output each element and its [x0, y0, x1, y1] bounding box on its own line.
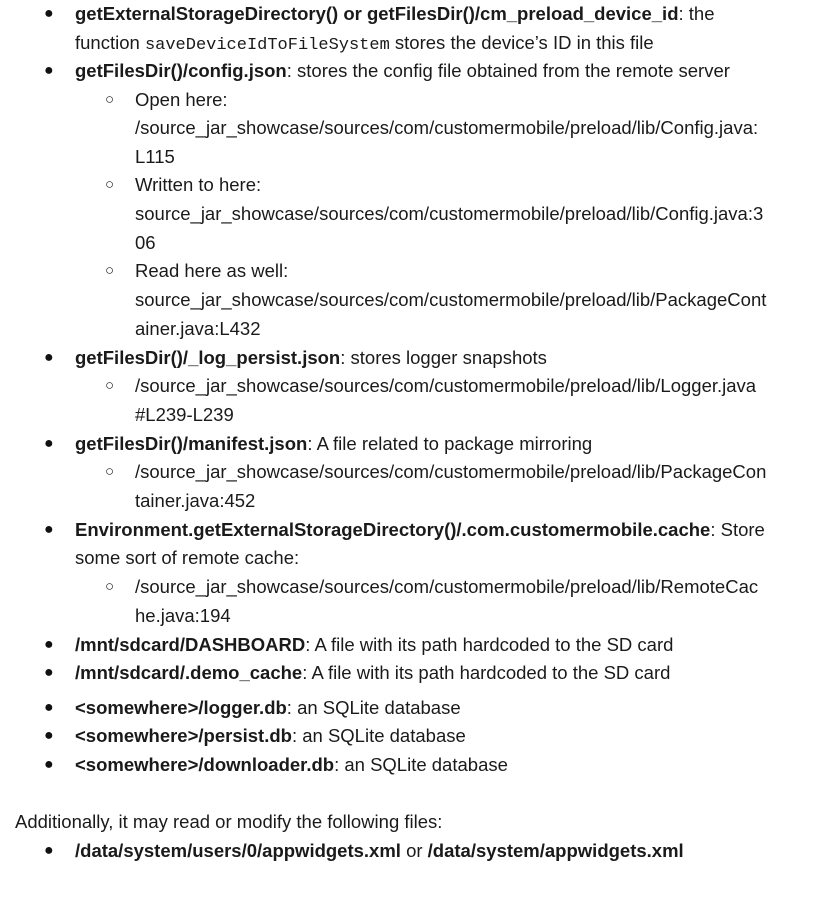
- list-item: [75, 430, 592, 458]
- item-description: : A file related to package mirroring: [307, 433, 593, 454]
- sub-item-line: /source_jar_showcase/sources/com/customermobile/preload/lib/Logger.java: [135, 375, 757, 396]
- bullet-icon: ●: [44, 727, 54, 744]
- bullet-icon: ●: [44, 636, 54, 653]
- sub-item-line: source_jar_showcase/sources/com/customermobile/preload/lib/PackageCont: [135, 289, 767, 310]
- file-path: getFilesDir()/manifest.json: [75, 433, 308, 454]
- item-description: : an SQLite database: [334, 754, 508, 775]
- list-item: [75, 0, 715, 28]
- item-description: : the: [678, 3, 715, 24]
- list-item: [75, 57, 730, 85]
- hollow-bullet-icon: ○: [105, 91, 115, 108]
- sub-item-line: L115: [135, 146, 175, 167]
- file-path: getFilesDir()/_log_persist.json: [75, 347, 341, 368]
- list-item: [75, 659, 670, 687]
- file-path: getExternalStorageDirectory() or getFilesDir()/cm_preload_device_id: [75, 3, 679, 24]
- item-description: function: [75, 32, 145, 53]
- item-description: : A file with its path hardcoded to the SD card: [305, 634, 674, 655]
- hollow-bullet-icon: ○: [105, 176, 115, 193]
- file-path: /mnt/sdcard/.demo_cache: [75, 662, 303, 683]
- item-connector: or: [400, 840, 428, 861]
- file-path: /data/system/users/0/appwidgets.xml: [75, 840, 401, 861]
- file-path: /data/system/appwidgets.xml: [427, 840, 684, 861]
- sub-item-line: he.java:194: [135, 605, 231, 626]
- item-description: : stores logger snapshots: [340, 347, 547, 368]
- item-description: : an SQLite database: [286, 697, 461, 718]
- sub-item-line: 06: [135, 232, 156, 253]
- hollow-bullet-icon: ○: [105, 463, 115, 480]
- bullet-icon: ●: [44, 842, 54, 859]
- item-description: : an SQLite database: [291, 725, 466, 746]
- sub-item-line: tainer.java:452: [135, 490, 256, 511]
- function-name: saveDeviceIdToFileSystem: [144, 36, 390, 55]
- list-item: [75, 751, 508, 779]
- sub-item-line: source_jar_showcase/sources/com/customermobile/preload/lib/Config.java:3: [135, 203, 764, 224]
- sub-item-line: Written to here:: [135, 174, 262, 195]
- list-item: [75, 694, 461, 722]
- hollow-bullet-icon: ○: [105, 377, 115, 394]
- file-path: <somewhere>/downloader.db: [75, 754, 335, 775]
- file-path: <somewhere>/logger.db: [75, 697, 287, 718]
- sub-item-line: #L239-L239: [135, 404, 234, 425]
- hollow-bullet-icon: ○: [105, 262, 115, 279]
- item-description: stores the device’s ID in this file: [389, 32, 654, 53]
- item-description: : stores the config file obtained from the remote server: [286, 60, 730, 81]
- list-item-continuation: some sort of remote cache:: [75, 547, 300, 568]
- bullet-icon: ●: [44, 699, 54, 716]
- sub-item-line: Read here as well:: [135, 260, 289, 281]
- bullet-icon: ●: [44, 435, 54, 452]
- sub-item-line: ainer.java:L432: [135, 318, 261, 339]
- bullet-icon: ●: [44, 664, 54, 681]
- file-path: /mnt/sdcard/DASHBOARD: [75, 634, 306, 655]
- sub-item-line: /source_jar_showcase/sources/com/customermobile/preload/lib/PackageCon: [135, 461, 767, 482]
- list-item: [75, 837, 684, 865]
- list-item: [75, 722, 466, 750]
- list-item: [75, 631, 673, 659]
- list-item: [75, 516, 765, 544]
- item-description: : A file with its path hardcoded to the SD card: [302, 662, 671, 683]
- file-path: Environment.getExternalStorageDirectory()/.com.customermobile.cache: [75, 519, 711, 540]
- sub-item-line: /source_jar_showcase/sources/com/customermobile/preload/lib/Config.java:: [135, 117, 759, 138]
- paragraph: Additionally, it may read or modify the following files:: [15, 811, 443, 832]
- hollow-bullet-icon: ○: [105, 578, 115, 595]
- item-description: : Store: [710, 519, 765, 540]
- list-item-continuation: [75, 29, 654, 60]
- bullet-icon: ●: [44, 521, 54, 538]
- bullet-icon: ●: [44, 756, 54, 773]
- bullet-icon: ●: [44, 62, 54, 79]
- list-item: [75, 344, 547, 372]
- bullet-icon: ●: [44, 349, 54, 366]
- sub-item-line: Open here:: [135, 89, 228, 110]
- file-path: getFilesDir()/config.json: [75, 60, 287, 81]
- bullet-icon: ●: [44, 5, 54, 22]
- file-path: <somewhere>/persist.db: [75, 725, 292, 746]
- sub-item-line: /source_jar_showcase/sources/com/customermobile/preload/lib/RemoteCac: [135, 576, 759, 597]
